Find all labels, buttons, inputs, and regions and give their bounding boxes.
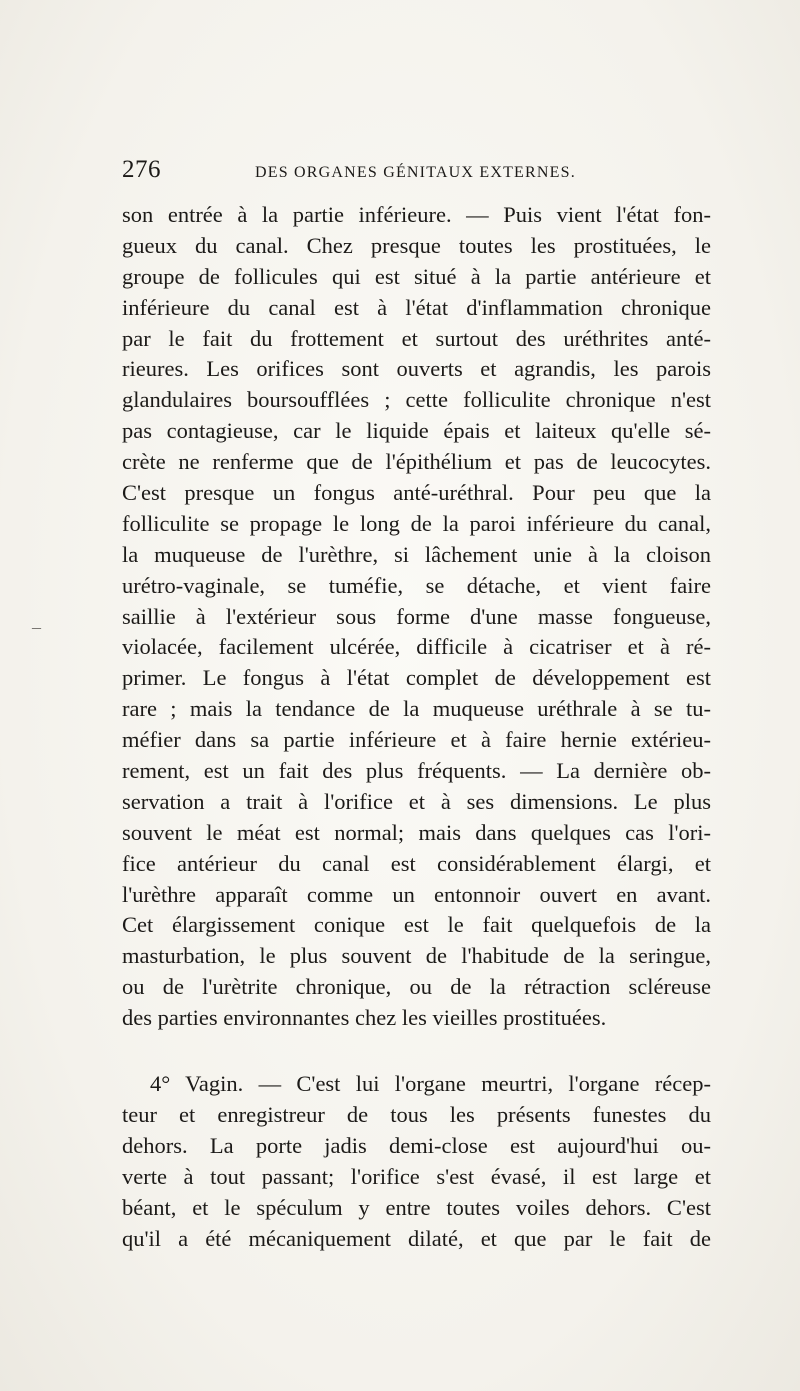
text-line: souvent le méat est normal; mais dans quelques cas l'ori- [122,819,711,845]
text-line: fice antérieur du canal est considérablement élargi, et [122,850,711,876]
text-line: des parties environnantes chez les vieilles prostituées. [122,1005,607,1031]
text-line: ou de l'urètrite chronique, ou de la rétraction scléreuse [122,974,711,1000]
text-line: servation a trait à l'orifice et à ses dimensions. Le plus [122,788,711,814]
text-line: urétro-vaginale, se tuméfie, se détache, et vient faire [122,572,711,598]
text-line: groupe de follicules qui est situé à la partie antérieure et [122,263,711,289]
paragraph-uretre [122,200,711,1034]
paragraph-gap [122,1034,711,1069]
text-line: méfier dans sa partie inférieure et à faire hernie extérieu- [122,727,711,753]
text-line: rare ; mais la tendance de la muqueuse uréthrale à se tu- [122,696,711,722]
page-header [122,154,712,184]
text-line: rement, est un fait des plus fréquents. — La dernière ob- [122,758,711,784]
text-line: rieures. Les orifices sont ouverts et agrandis, les parois [122,356,711,382]
text-line: son entrée à la partie inférieure. — Puis vient l'état fon- [122,202,711,227]
text-line: gueux du canal. Chez presque toutes les prostituées, le [122,232,711,258]
text-line: 4° Vagin. — C'est lui l'organe meurtri, l'organe récep- [150,1071,711,1097]
text-line: teur et enregistreur de tous les présents funestes du [122,1101,711,1127]
text-line: verte à tout passant; l'orifice s'est évasé, il est large et [122,1163,711,1189]
page-number: 276 [122,156,161,183]
text-line: dehors. La porte jadis demi-close est aujourd'hui ou- [122,1132,711,1158]
text-line: qu'il a été mécaniquement dilaté, et que par le fait de [122,1225,711,1251]
text-line: C'est presque un fongus anté-uréthral. Pour peu que la [122,480,711,506]
text-line: l'urèthre apparaît comme un entonnoir ouvert en avant. [122,881,711,907]
text-line: glandulaires boursoufflées ; cette folliculite chronique n'est [122,387,711,413]
text-line: saillie à l'extérieur sous forme d'une masse fongueuse, [122,603,711,629]
paragraph-vagin [122,1069,711,1254]
text-line: folliculite se propage le long de la paroi inférieure du canal, [122,510,711,536]
running-head: DES ORGANES GÉNITAUX EXTERNES. [255,164,576,181]
body-text [122,200,711,1254]
text-line: par le fait du frottement et surtout des uréthrites anté- [122,325,711,351]
text-line: primer. Le fongus à l'état complet de développement est [122,665,711,691]
text-line: pas contagieuse, car le liquide épais et laiteux qu'elle sé- [122,418,711,444]
text-line: la muqueuse de l'urèthre, si lâchement unie à la cloison [122,541,711,567]
text-line: crète ne renferme que de l'épithélium et pas de leucocytes. [122,449,711,475]
text-line: inférieure du canal est à l'état d'inflammation chronique [122,294,711,320]
text-line: masturbation, le plus souvent de l'habitude de la seringue, [122,943,711,969]
text-line: violacée, facilement ulcérée, difficile à cicatriser et à ré- [122,634,711,660]
text-line: Cet élargissement conique est le fait quelquefois de la [122,912,711,938]
margin-mark: – [32,617,41,637]
text-line: béant, et le spéculum y entre toutes voiles dehors. C'est [122,1194,711,1220]
